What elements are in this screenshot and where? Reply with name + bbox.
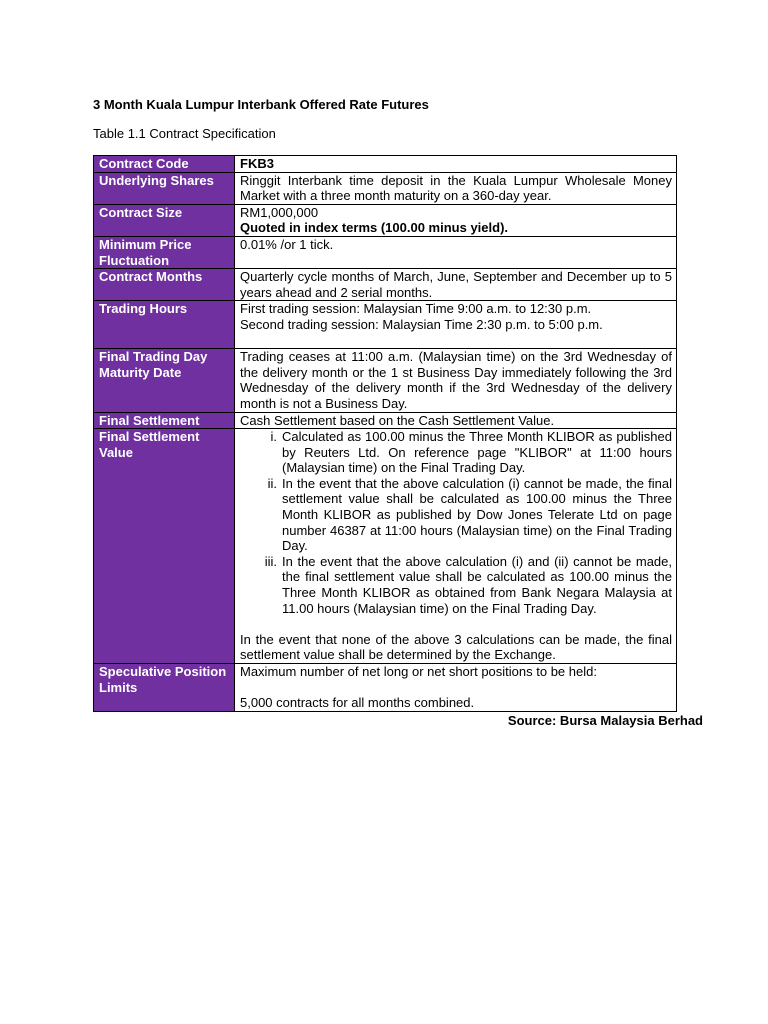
source-attribution: Source: Bursa Malaysia Berhad (507, 712, 703, 728)
row-label-trading-hours: Trading Hours (94, 301, 235, 349)
second-session: Second trading session: Malaysian Time 2:30 p.m. to 5:00 p.m. (240, 316, 603, 332)
row-label-contract-code: Contract Code (94, 156, 235, 173)
row-value-min-price: 0.01% /or 1 tick. (235, 236, 677, 268)
list-item-text: In the event that the above calculation (i) cannot be made, the final settlement value shall be calculated as 100.00 minus the Three Month KLIBOR as published by Dow Jones Telerate Ltd on page number 46387 at 11:00 hours (Malaysian time) on the Final Trading Day. (282, 475, 672, 554)
row-label-final-settlement-value: Final Settlement Value (94, 429, 235, 664)
document-title: 3 Month Kuala Lumpur Interbank Offered Rate Futures (93, 97, 429, 112)
row-label-final-trading-day: Final Trading Day Maturity Date (94, 349, 235, 412)
row-label-underlying: Underlying Shares (94, 172, 235, 204)
row-value-final-settlement-value (235, 429, 677, 664)
row-value-contract-months: Quarterly cycle months of March, June, September and December up to 5 years ahead and 2 serial months. (235, 269, 677, 301)
table-row (94, 301, 677, 349)
table-row (94, 156, 677, 173)
list-item-text: Calculated as 100.00 minus the Three Month KLIBOR as published by Reuters Ltd. On reference page "KLIBOR" at 11:00 hours (Malaysian time) on the Final Trading Day. (282, 429, 672, 476)
row-label-final-settlement: Final Settlement (94, 412, 235, 429)
table-row (94, 236, 677, 268)
list-item-number: i. (270, 429, 277, 445)
position-limit-intro: Maximum number of net long or net short positions to be held: (240, 664, 597, 679)
row-label-contract-size: Contract Size (94, 204, 235, 236)
row-label-speculative-limits: Speculative Position Limits (94, 664, 235, 712)
list-item (240, 429, 672, 476)
table-row (94, 172, 677, 204)
fallback-note: In the event that none of the above 3 calculations can be made, the final settlement value shall be determined by the Exchange. (240, 631, 672, 663)
table-row (94, 664, 677, 712)
list-item-number: ii. (267, 475, 277, 491)
table-row (94, 269, 677, 301)
list-item-text: In the event that the above calculation (i) and (ii) cannot be made, the final settlement value shall be calculated as 100.00 minus the Three Month KLIBOR as obtained from Bank Negara Malaysia at 11.00 hours (Malaysian time) on the Final Trading Day. (282, 553, 672, 616)
row-label-min-price: Minimum Price Fluctuation (94, 236, 235, 268)
table-caption: Table 1.1 Contract Specification (93, 126, 276, 141)
table-row (94, 204, 677, 236)
row-value-speculative-limits (235, 664, 677, 712)
contract-specification-table (93, 155, 677, 712)
table-row (94, 412, 677, 429)
row-value-final-trading-day: Trading ceases at 11:00 a.m. (Malaysian time) on the 3rd Wednesday of the delivery month or the 1 st Business Day immediately following the 3rd Wednesday of the delivery month if the 3rd Wednesday of the delivery month is not a Business Day. (235, 349, 677, 412)
list-item-number: iii. (264, 553, 277, 569)
row-value-trading-hours (235, 301, 677, 349)
table-row (94, 429, 677, 664)
contract-size-quote-note: Quoted in index terms (100.00 minus yield). (240, 220, 509, 236)
row-value-contract-size (235, 204, 677, 236)
contract-size-amount: RM1,000,000 (240, 204, 319, 220)
first-session: First trading session: Malaysian Time 9:00 a.m. to 12:30 p.m. (240, 301, 592, 317)
row-value-underlying: Ringgit Interbank time deposit in the Kuala Lumpur Wholesale Money Market with a three month maturity on a 360-day year. (235, 172, 677, 204)
row-value-contract-code: FKB3 (235, 156, 677, 173)
list-item (240, 554, 672, 616)
position-limit-amount: 5,000 contracts for all months combined. (240, 695, 475, 711)
calculation-list (240, 429, 672, 616)
table-row (94, 349, 677, 412)
list-item (240, 476, 672, 554)
row-label-contract-months: Contract Months (94, 269, 235, 301)
row-value-final-settlement: Cash Settlement based on the Cash Settlement Value. (235, 412, 677, 429)
